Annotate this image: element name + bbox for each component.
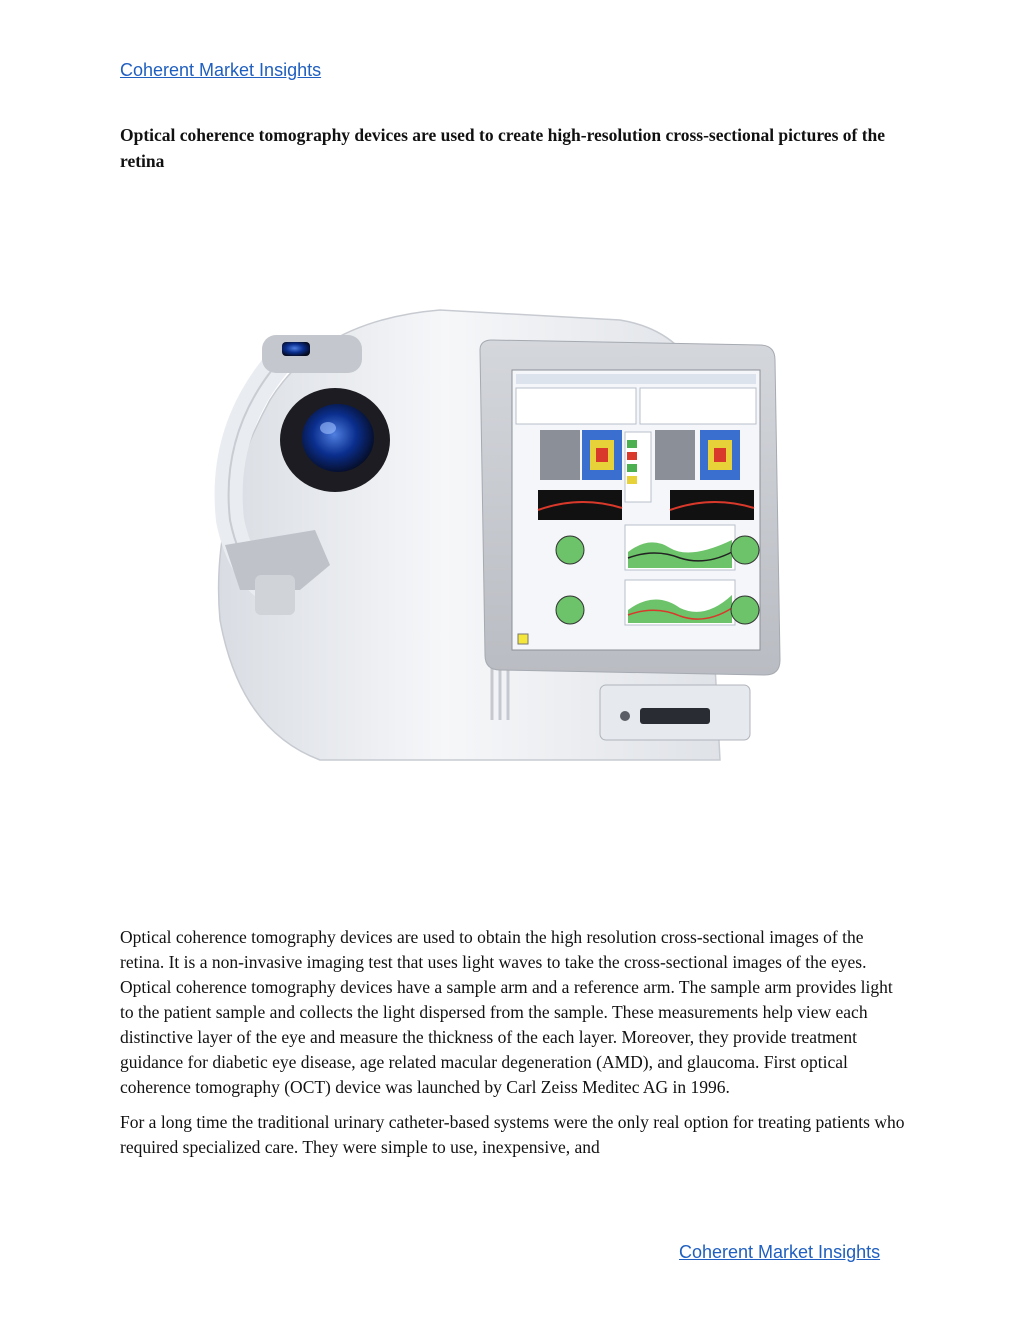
footer-link[interactable]: Coherent Market Insights (679, 1242, 881, 1262)
paragraph: For a long time the traditional urinary catheter-based systems were the only real option for treating patients who required specialized care. They were simple to use, inexpensive, and (120, 1112, 905, 1157)
header-link[interactable]: Coherent Market Insights (120, 60, 322, 80)
document-title: Optical coherence tomography devices are used to create high-resolution cross-sectional pictures of the retina (120, 125, 886, 171)
oct-device-icon (200, 290, 840, 780)
paragraph: Optical coherence tomography devices are used to obtain the high resolution cross-sectional images of the retina. It is a non-invasive imaging test that uses light waves to take the cross-sectional images of the eyes. Optical coherence tomography devices have a sample arm and a reference arm. The sample arm provides light to the patient sample and collects the light dispersed from the sample. These measurements help view each distinctive layer of the eye and measure the thickness of the each layer. Moreover, they provide treatment guidance for diabetic eye disease, age related macular degeneration (AMD), and glaucoma. First optical coherence tomography (OCT) device was launched by Carl Zeiss Meditec AG in 1996. (120, 927, 893, 1097)
article-body (120, 925, 910, 1170)
oct-device-figure (200, 290, 840, 780)
